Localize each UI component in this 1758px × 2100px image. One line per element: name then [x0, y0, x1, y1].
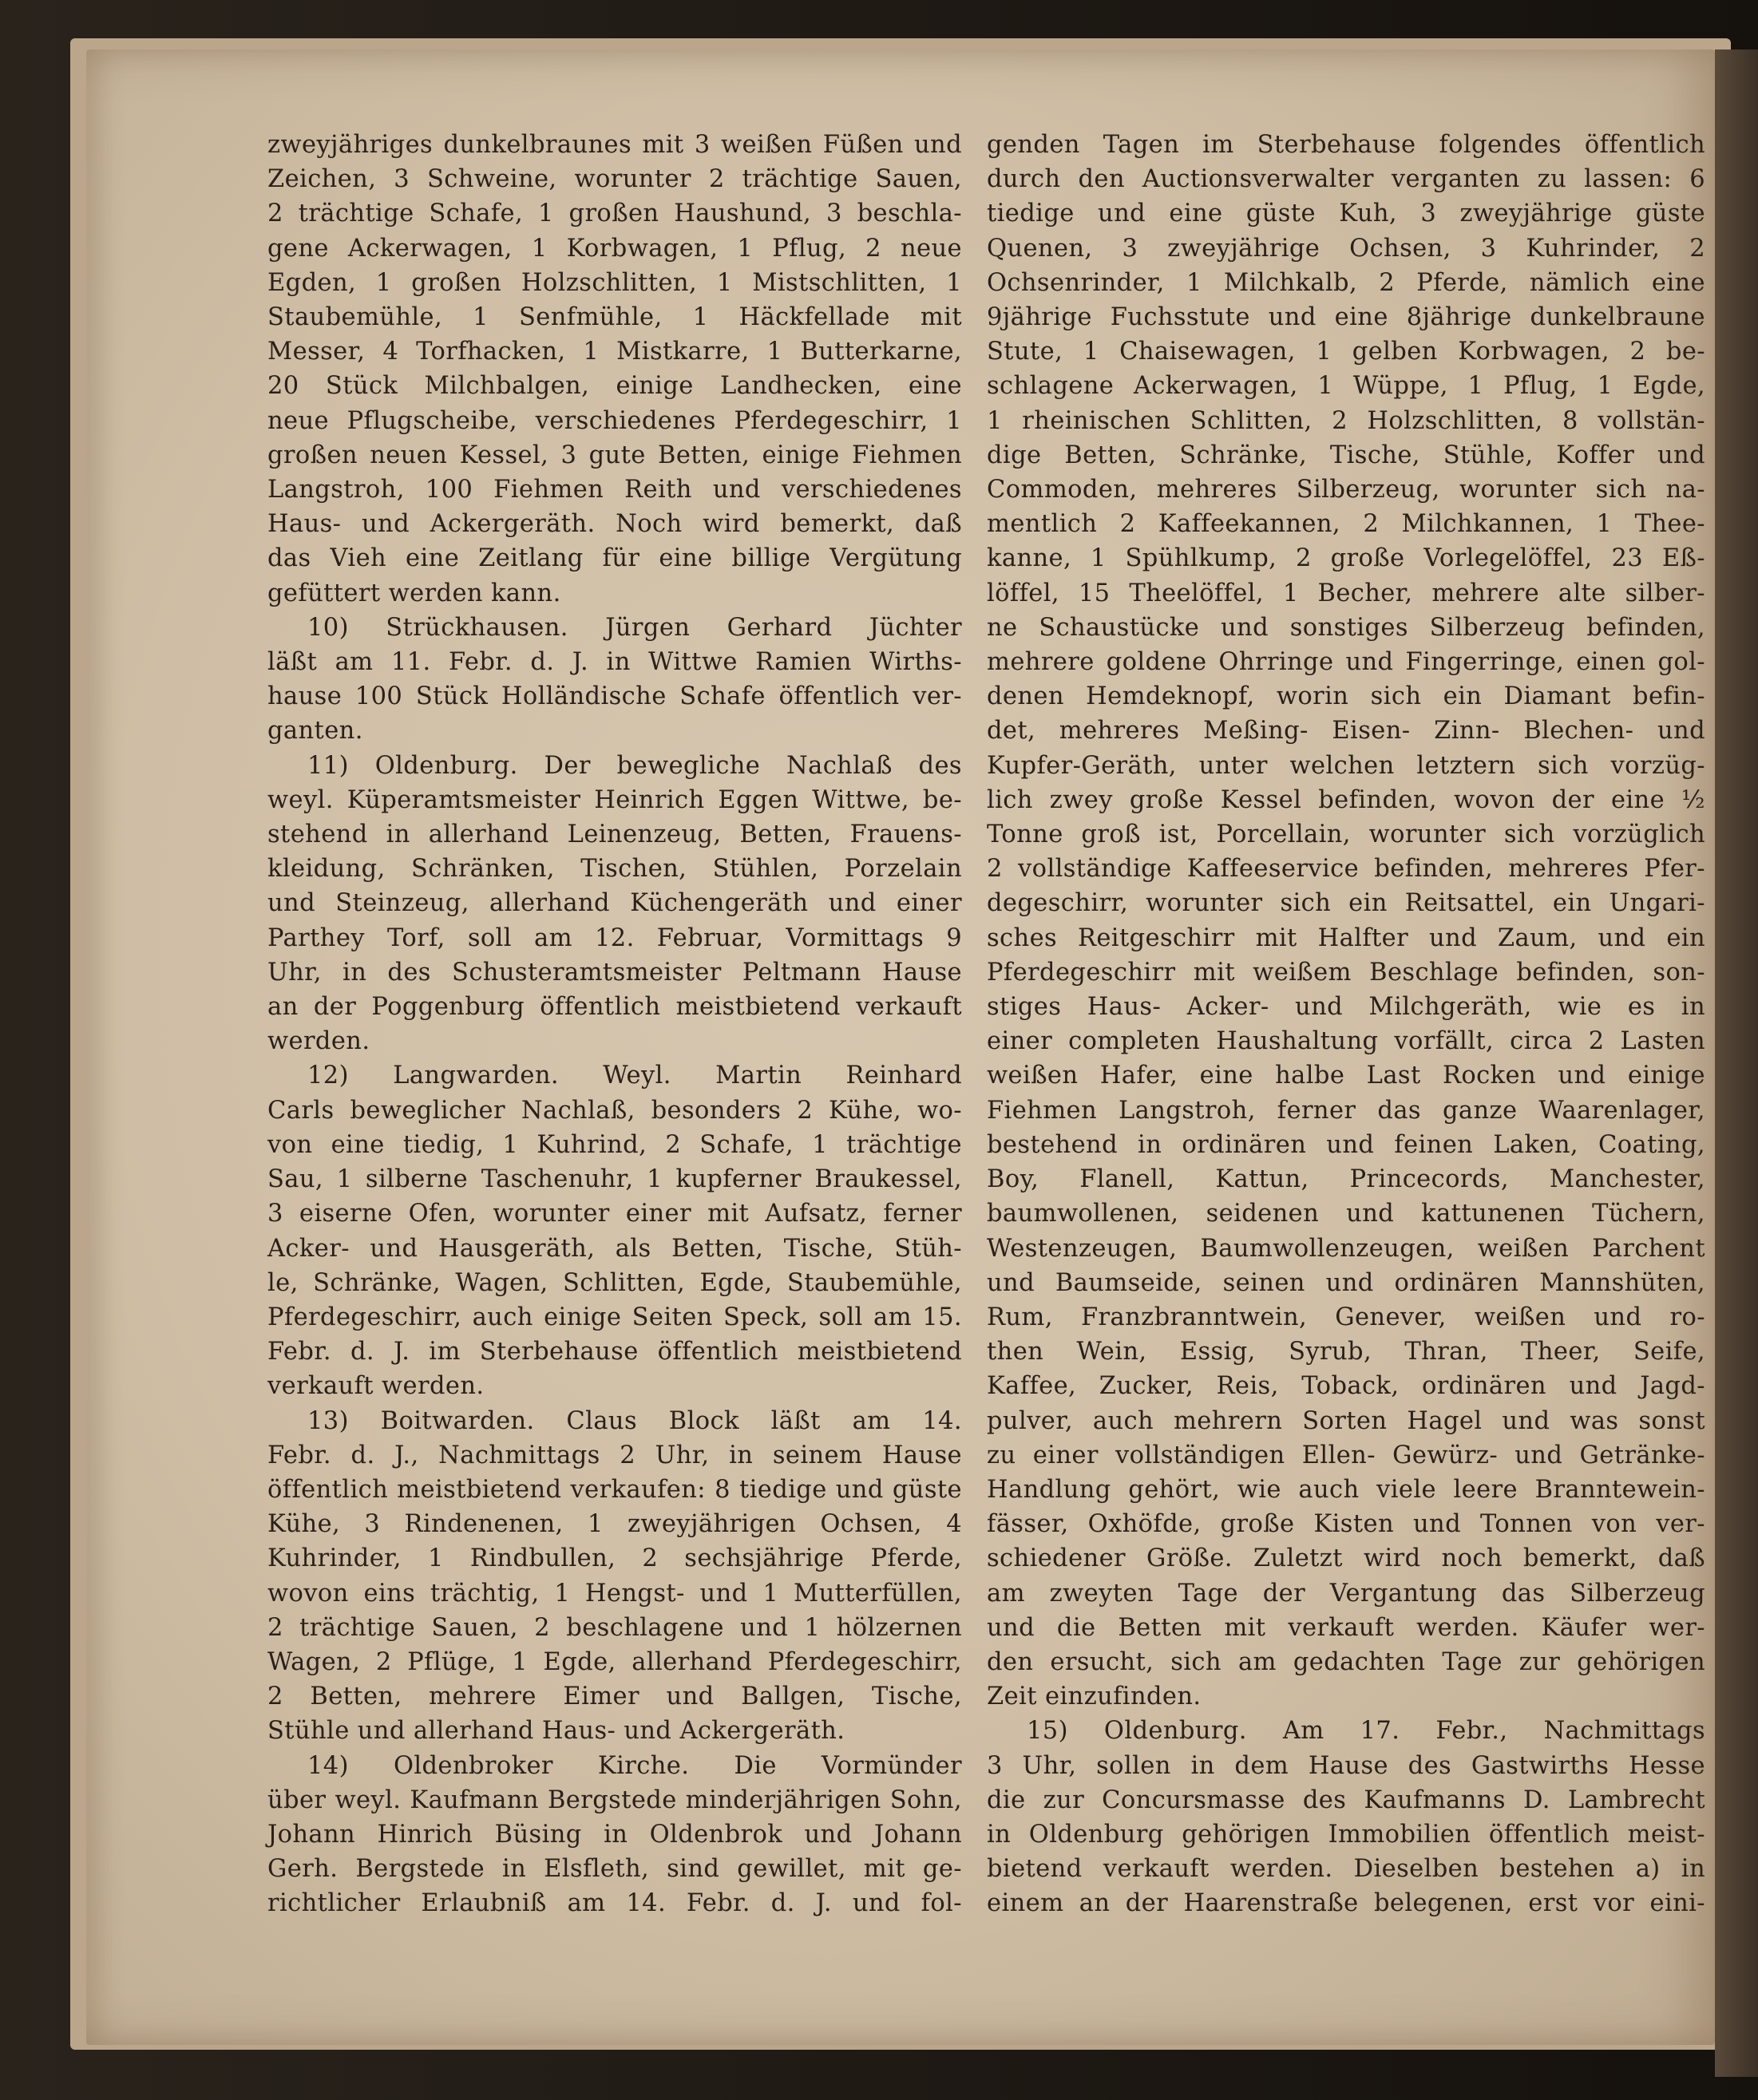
text-line: Kühe, 3 Rindenenen, 1 zweyjährigen Ochsen, 4 [267, 1510, 962, 1539]
text-line: Zeit einzufinden. [987, 1683, 1202, 1711]
text-line: stiges Haus- Acker- und Milchgeräth, wie es in [987, 993, 1705, 1022]
text-line: wovon eins trächtig, 1 Hengst- und 1 Mutterfüllen, [267, 1579, 962, 1608]
text-line: in Oldenburg gehörigen Immobilien öffentlich meist- [987, 1820, 1705, 1849]
text-column-right [987, 128, 1705, 1921]
text-line: Haus- und Ackergeräth. Noch wird bemerkt, daß [267, 510, 962, 539]
text-line: und Baumseide, seinen und ordinären Mannshüten, [987, 1268, 1705, 1297]
text-line: einem an der Haarenstraße belegenen, erst vor eini- [987, 1889, 1705, 1918]
text-line: baumwollenen, seidenen und kattunenen Tüchern, [987, 1200, 1705, 1228]
text-line: Stühle und allerhand Haus- und Ackergeräth. [267, 1717, 845, 1746]
text-line: neue Pflugscheibe, verschiedenes Pferdegeschirr, 1 [267, 406, 962, 435]
text-line: Kupfer-Geräth, unter welchen letztern sich vorzüg- [987, 751, 1705, 780]
text-line: mentlich 2 Kaffeekannen, 2 Milchkannen, 1 Thee- [987, 510, 1705, 539]
text-line: 12) Langwarden. Weyl. Martin Reinhard [307, 1062, 962, 1090]
text-line: genden Tagen im Sterbehause folgendes öffentlich [987, 131, 1705, 159]
text-line: ganten. [267, 717, 363, 745]
text-line: mehrere goldene Ohrringe und Fingerringe, einen gol- [987, 648, 1705, 677]
text-line: Fiehmen Langstroh, ferner das ganze Waarenlager, [987, 1096, 1705, 1125]
text-line: zweyjähriges dunkelbraunes mit 3 weißen Füßen und [267, 131, 962, 159]
text-line: dige Betten, Schränke, Tische, Stühle, Koffer und [987, 441, 1705, 469]
text-line: stehend in allerhand Leinenzeug, Betten, Frauens- [267, 821, 962, 849]
text-line: Tonne groß ist, Porcellain, worunter sich vorzüglich [987, 821, 1705, 849]
text-line: das Vieh eine Zeitlang für eine billige Vergütung [267, 544, 962, 573]
text-line: Ochsenrinder, 1 Milchkalb, 2 Pferde, nämlich eine [987, 268, 1705, 297]
text-line: Staubemühle, 1 Senfmühle, 1 Häckfellade mit [267, 303, 962, 332]
text-line: großen neuen Kessel, 3 gute Betten, einige Fiehmen [267, 441, 962, 469]
text-line: lich zwey große Kessel befinden, wovon der eine ½ [987, 785, 1705, 814]
text-line: Gerh. Bergstede in Elsfleth, sind gewillet, mit ge- [267, 1855, 962, 1884]
text-line: Parthey Torf, soll am 12. Februar, Vormittags 9 [267, 923, 962, 952]
text-line: denen Hemdeknopf, worin sich ein Diamant befin- [987, 682, 1705, 711]
text-line: 3 eiserne Ofen, worunter einer mit Aufsatz, ferner [267, 1200, 962, 1228]
text-line: Handlung gehört, wie auch viele leere Branntewein- [987, 1475, 1705, 1504]
text-line: 20 Stück Milchbalgen, einige Landhecken, eine [267, 372, 962, 401]
book-gutter [1715, 49, 1758, 2077]
text-line: Febr. d. J. im Sterbehause öffentlich meistbietend [267, 1338, 962, 1366]
text-line: tiedige und eine güste Kuh, 3 zweyjährige güste [987, 200, 1705, 228]
text-line: 15) Oldenburg. Am 17. Febr., Nachmittags [1027, 1717, 1705, 1746]
text-line: sches Reitgeschirr mit Halfter und Zaum, und ein [987, 923, 1705, 952]
text-line: Commoden, mehreres Silberzeug, worunter sich na- [987, 476, 1705, 504]
text-line: 2 trächtige Sauen, 2 beschlagene und 1 hölzernen [267, 1613, 962, 1642]
text-line: läßt am 11. Febr. d. J. in Wittwe Ramien Wirths- [267, 648, 962, 677]
text-line: werden. [267, 1027, 370, 1056]
text-line: an der Poggenburg öffentlich meistbietend verkauft [267, 993, 962, 1022]
text-line: Carls beweglicher Nachlaß, besonders 2 Kühe, wo- [267, 1096, 962, 1125]
text-line: Egden, 1 großen Holzschlitten, 1 Mistschlitten, 1 [267, 268, 962, 297]
text-line: 11) Oldenburg. Der bewegliche Nachlaß des [307, 751, 962, 780]
text-line: Langstroh, 100 Fiehmen Reith und verschiedenes [267, 476, 962, 504]
text-column-left [267, 128, 962, 1921]
text-line: le, Schränke, Wagen, Schlitten, Egde, Staubemühle, [267, 1268, 962, 1297]
text-line: Pferdegeschirr, auch einige Seiten Speck, soll am 15. [267, 1303, 962, 1331]
text-line: öffentlich meistbietend verkaufen: 8 tiedige und güste [267, 1475, 962, 1504]
text-line: weyl. Küperamtsmeister Heinrich Eggen Wittwe, be- [267, 785, 962, 814]
text-line: kanne, 1 Spühlkump, 2 große Vorlegelöffel, 23 Eß- [987, 544, 1705, 573]
text-line: 14) Oldenbroker Kirche. Die Vormünder [307, 1751, 962, 1780]
text-line: Wagen, 2 Pflüge, 1 Egde, allerhand Pferdegeschirr, [267, 1647, 962, 1676]
text-line: det, mehreres Meßing- Eisen- Zinn- Blechen- und [987, 717, 1705, 745]
text-line: 1 rheinischen Schlitten, 2 Holzschlitten, 8 vollstän- [987, 406, 1705, 435]
text-line: fässer, Oxhöfde, große Kisten und Tonnen von ver- [987, 1510, 1705, 1539]
text-line: Uhr, in des Schusteramtsmeister Peltmann Hause [267, 958, 962, 987]
text-line: Boy, Flanell, Kattun, Princecords, Manchester, [987, 1165, 1705, 1194]
text-line: Kuhrinder, 1 Rindbullen, 2 sechsjährige Pferde, [267, 1544, 962, 1573]
text-line: 2 vollständige Kaffeeservice befinden, mehreres Pfer- [987, 855, 1705, 884]
text-line: Sau, 1 silberne Taschenuhr, 1 kupferner Braukessel, [267, 1165, 962, 1194]
text-line: schiedener Größe. Zuletzt wird noch bemerkt, daß [987, 1544, 1705, 1573]
text-line: 13) Boitwarden. Claus Block läßt am 14. [307, 1406, 962, 1435]
text-line: und Steinzeug, allerhand Küchengeräth und einer [267, 889, 962, 918]
text-line: durch den Auctionsverwalter verganten zu lassen: 6 [987, 165, 1705, 194]
text-line: 10) Strückhausen. Jürgen Gerhard Jüchter [307, 613, 962, 642]
text-line: über weyl. Kaufmann Bergstede minderjährigen Sohn, [267, 1786, 962, 1814]
text-line: ne Schaustücke und sonstiges Silberzeug befinden, [987, 613, 1705, 642]
text-line: Zeichen, 3 Schweine, worunter 2 trächtige Sauen, [267, 165, 962, 194]
text-line: zu einer vollständigen Ellen- Gewürz- und Getränke- [987, 1441, 1705, 1469]
text-line: schlagene Ackerwagen, 1 Wüppe, 1 Pflug, 1 Egde, [987, 372, 1705, 401]
text-line: von eine tiedig, 1 Kuhrind, 2 Schafe, 1 trächtige [267, 1130, 962, 1159]
text-line: gene Ackerwagen, 1 Korbwagen, 1 Pflug, 2 neue [267, 234, 962, 263]
text-line: weißen Hafer, eine halbe Last Rocken und einige [987, 1062, 1705, 1090]
text-line: Febr. d. J., Nachmittags 2 Uhr, in seinem Hause [267, 1441, 962, 1469]
text-line: 9jährige Fuchsstute und eine 8jährige dunkelbraune [987, 303, 1705, 332]
text-line: richtlicher Erlaubniß am 14. Febr. d. J. und fol- [267, 1889, 962, 1918]
text-line: Johann Hinrich Büsing in Oldenbrok und Johann [267, 1820, 962, 1849]
text-line: und die Betten mit verkauft werden. Käufer wer- [987, 1613, 1705, 1642]
text-line: pulver, auch mehrern Sorten Hagel und was sonst [987, 1406, 1705, 1435]
text-line: hause 100 Stück Holländische Schafe öffentlich ver- [267, 682, 962, 711]
text-line: bestehend in ordinären und feinen Laken, Coating, [987, 1130, 1705, 1159]
text-line: verkauft werden. [267, 1372, 485, 1401]
text-line: then Wein, Essig, Syrub, Thran, Theer, Seife, [987, 1338, 1705, 1366]
text-line: Acker- und Hausgeräth, als Betten, Tische, Stüh- [267, 1234, 962, 1263]
text-line: die zur Concursmasse des Kaufmanns D. Lambrecht [987, 1786, 1705, 1814]
text-line: Messer, 4 Torfhacken, 1 Mistkarre, 1 Butterkarne, [267, 338, 962, 366]
text-line: 2 trächtige Schafe, 1 großen Haushund, 3 beschla- [267, 200, 962, 228]
text-line: löffel, 15 Theelöffel, 1 Becher, mehrere alte silber- [987, 579, 1705, 607]
text-line: Westenzeugen, Baumwollenzeugen, weißen Parchent [987, 1234, 1705, 1263]
text-line: Stute, 1 Chaisewagen, 1 gelben Korbwagen, 2 be- [987, 338, 1705, 366]
text-line: am zweyten Tage der Vergantung das Silberzeug [987, 1579, 1705, 1608]
text-line: degeschirr, worunter sich ein Reitsattel, ein Ungari- [987, 889, 1705, 918]
text-line: Pferdegeschirr mit weißem Beschlage befinden, son- [987, 958, 1705, 987]
text-line: gefüttert werden kann. [267, 579, 561, 607]
text-line: den ersucht, sich am gedachten Tage zur gehörigen [987, 1647, 1705, 1676]
text-line: 3 Uhr, sollen in dem Hause des Gastwirths Hesse [987, 1751, 1705, 1780]
text-line: Rum, Franzbranntwein, Genever, weißen und ro- [987, 1303, 1705, 1331]
text-line: kleidung, Schränken, Tischen, Stühlen, Porzelain [267, 855, 962, 884]
text-line: 2 Betten, mehrere Eimer und Ballgen, Tische, [267, 1683, 962, 1711]
text-line: einer completen Haushaltung vorfällt, circa 2 Lasten [987, 1027, 1705, 1056]
text-line: bietend verkauft werden. Dieselben bestehen a) in [987, 1855, 1705, 1884]
text-line: Quenen, 3 zweyjährige Ochsen, 3 Kuhrinder, 2 [987, 234, 1705, 263]
text-line: Kaffee, Zucker, Reis, Toback, ordinären und Jagd- [987, 1372, 1705, 1401]
